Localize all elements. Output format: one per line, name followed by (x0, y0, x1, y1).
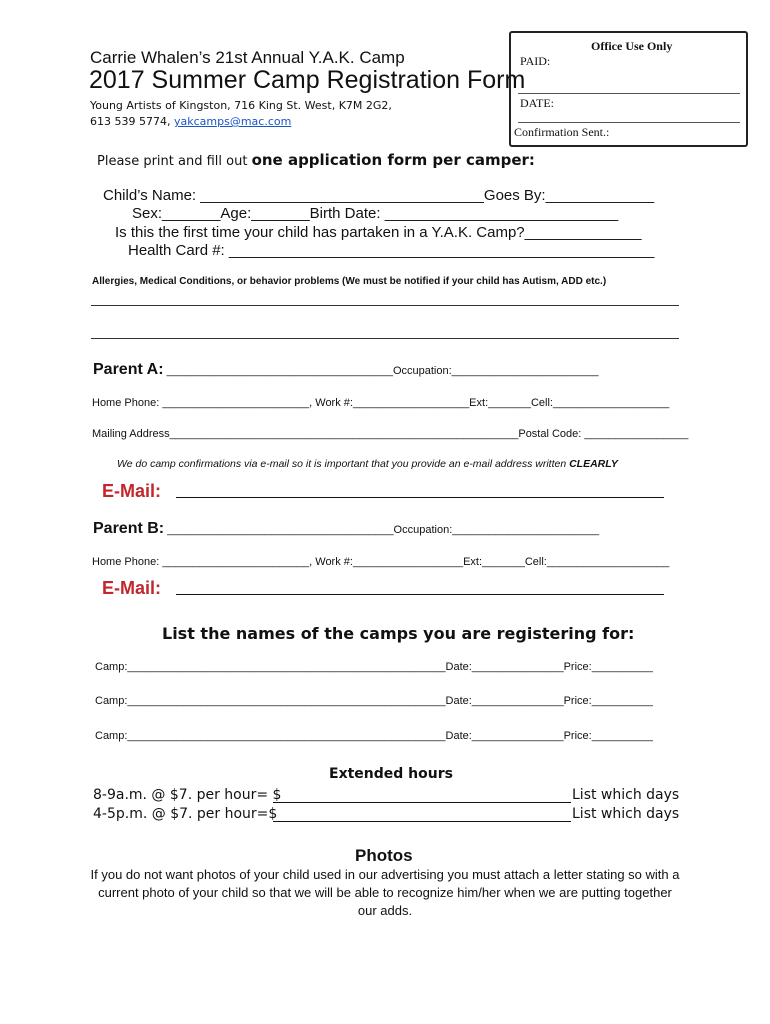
extended-morning-days: List which days (572, 787, 680, 803)
office-use-box (509, 31, 748, 147)
extended-evening-days: List which days (572, 806, 680, 822)
extended-morning-field[interactable] (273, 802, 571, 803)
extended-title: Extended hours (329, 766, 453, 782)
camp-row-3[interactable]: Camp:____________________________________________________Date:_______________Price:__________ (95, 730, 653, 742)
contact-block (90, 98, 392, 130)
parent-b-name-field[interactable]: _____________________________________ (164, 524, 394, 536)
email-a-label: E-Mail: (102, 481, 162, 501)
paid-label: PAID: (520, 54, 551, 68)
allergies-label: Allergies, Medical Conditions, or behavior problems (We must be notified if your child has Autism, ADD etc.) (92, 276, 607, 287)
camp-row-2[interactable]: Camp:____________________________________________________Date:_______________Price:__________ (95, 695, 653, 707)
parent-a-phones-field[interactable]: Home Phone: ________________________, Work #:___________________Ext:_______Cell:___________________ (92, 397, 670, 409)
parent-a-row (93, 361, 598, 379)
first-time-field[interactable]: Is this the first time your child has partaken in a Y.A.K. Camp?______________ (115, 224, 642, 241)
notice-emph: CLEARLY (569, 458, 618, 470)
parent-b-occupation-field[interactable]: Occupation:________________________ (393, 524, 600, 536)
date-rule (518, 122, 740, 123)
camps-title: List the names of the camps you are registering for: (162, 624, 635, 643)
parent-b-label: Parent B: (93, 520, 165, 537)
phone: 613 539 5774, (90, 115, 171, 128)
email-link[interactable]: yakcamps@mac.com (173, 115, 292, 128)
email-b-field[interactable] (176, 594, 664, 595)
intro-plain: Please print and fill out (97, 154, 252, 169)
date-label: DATE: (520, 96, 554, 110)
form-title: 2017 Summer Camp Registration Form (89, 66, 526, 94)
paid-rule (518, 93, 740, 94)
photos-text: If you do not want photos of your child used in our advertising you must attach a letter stating so with a current photo of your child so that we will be able to recognize him/her when we are putting together our adds. (90, 867, 680, 918)
notice-text: We do camp confirmations via e-mail so it is important that you provide an e-mail address written (117, 458, 570, 470)
allergies-line-2[interactable] (91, 338, 679, 339)
parent-a-occupation-field[interactable]: Occupation:________________________ (392, 365, 599, 377)
parent-a-name-field[interactable]: _____________________________________ (163, 365, 393, 377)
confirmation-label: Confirmation Sent.: (514, 125, 610, 139)
camp-name: Carrie Whalen’s 21st Annual Y.A.K. Camp (90, 48, 405, 67)
allergies-line-1[interactable] (91, 305, 679, 306)
extended-evening-field[interactable] (273, 821, 571, 822)
sex-age-birth-field[interactable]: Sex:_______Age:_______Birth Date: ____________________________ (132, 205, 619, 222)
parent-b-phones-field[interactable]: Home Phone: ________________________, Work #:__________________Ext:_______Cell:____________________ (92, 556, 670, 568)
office-title: Office Use Only (591, 39, 673, 53)
intro-bold: one application form per camper: (251, 151, 535, 169)
email-a-field[interactable] (176, 497, 664, 498)
intro-text (97, 151, 535, 169)
health-card-field[interactable]: Health Card #: ___________________________________________________ (128, 242, 655, 259)
parent-a-mailing-field[interactable]: Mailing Address_________________________________________________________Postal Code: _________________ (92, 428, 689, 440)
photos-title: Photos (355, 846, 413, 865)
email-b-label: E-Mail: (102, 578, 162, 598)
parent-a-label: Parent A: (93, 361, 164, 378)
extended-morning-label: 8-9a.m. @ $7. per hour= $ (93, 787, 282, 803)
camp-row-1[interactable]: Camp:____________________________________________________Date:_______________Price:__________ (95, 661, 653, 673)
address: Young Artists of Kingston, 716 King St. West, K7M 2G2, (90, 99, 392, 112)
child-name-field[interactable]: Child’s Name: __________________________________Goes By:_____________ (103, 187, 655, 204)
parent-b-row (93, 520, 599, 538)
email-notice (117, 458, 618, 470)
extended-evening-label: 4-5p.m. @ $7. per hour=$ (93, 806, 278, 822)
